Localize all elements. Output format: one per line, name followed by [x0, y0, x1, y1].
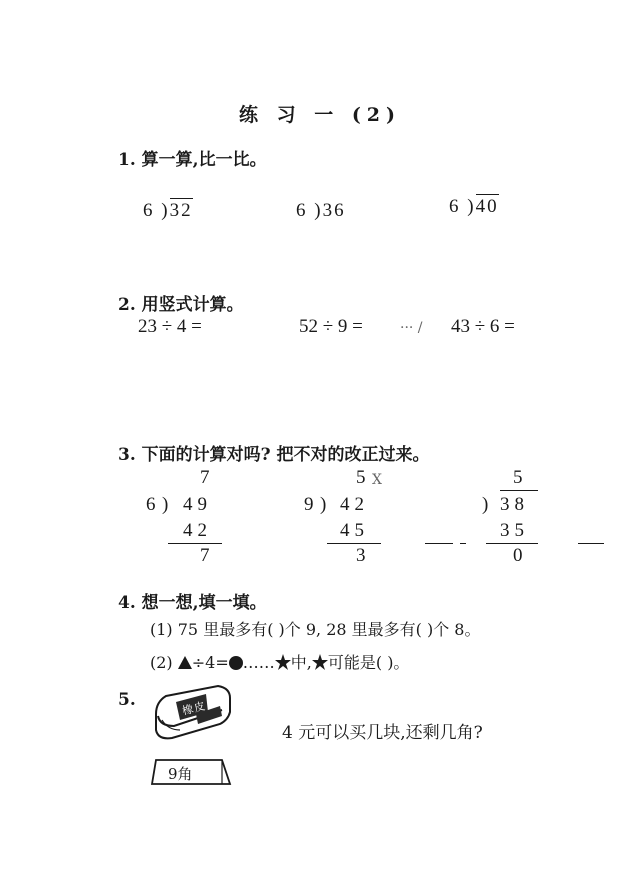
q5-question: 4 元可以买几块,还剩几角?	[282, 723, 483, 743]
triangle-icon	[178, 656, 192, 669]
q3-product-3: 35	[500, 520, 529, 541]
q3-quotient-1: 7	[200, 467, 215, 488]
q3-wrong-mark: X	[372, 472, 382, 488]
question-5-number: 5.	[118, 690, 136, 710]
q3-divisor-1: 6	[146, 494, 161, 515]
q3-quotient-3: 5	[513, 467, 528, 488]
q1-division-2: 6 )36	[296, 200, 346, 221]
q1-divisor-2: 6	[296, 200, 308, 221]
stray-mark	[460, 543, 466, 544]
q3-dividend-1: 49	[183, 494, 212, 515]
q3-product-2: 45	[340, 520, 369, 541]
price-label: 9角	[168, 765, 193, 783]
q1-dividend-3: 40	[475, 196, 499, 217]
q3-quotient-2: 5	[356, 467, 371, 488]
q2-scribble: ··· /	[400, 320, 423, 336]
q3-divisor-2: 9	[304, 494, 319, 515]
q2-equation-1: 23 ÷ 4 =	[138, 316, 202, 337]
q2-equation-2: 52 ÷ 9 =	[299, 316, 363, 337]
q1-divisor-3: 6	[449, 196, 461, 217]
page-title: 练 习 一 (2)	[238, 104, 402, 126]
question-1-heading: 1. 算一算,比一比。	[118, 150, 267, 170]
q3-remainder-3: 0	[513, 545, 528, 566]
q3-dividend-2: 42	[340, 494, 369, 515]
eraser-label: 橡皮	[180, 699, 208, 718]
star-icon	[275, 654, 291, 670]
q3-remainder-2: 3	[356, 545, 371, 566]
q4-line-2: (2) ÷4= …… 中, 可能是( )。	[150, 653, 410, 672]
question-3-heading: 3. 下面的计算对吗? 把不对的改正过来。	[118, 445, 430, 465]
question-2-heading: 2. 用竖式计算。	[118, 295, 244, 315]
q1-division-3: 6 )40	[449, 196, 499, 217]
circle-icon	[229, 656, 243, 670]
q3-product-1: 42	[183, 520, 212, 541]
q4-line-1: (1) 75 里最多有( )个 9, 28 里最多有( )个 8。	[150, 620, 481, 639]
stray-mark	[425, 543, 453, 544]
stray-mark	[578, 543, 604, 544]
q1-divisor-1: 6	[143, 200, 155, 221]
q1-dividend-2: 36	[322, 200, 346, 221]
q1-dividend-1: 32	[169, 200, 193, 221]
question-4-heading: 4. 想一想,填一填。	[118, 593, 267, 613]
star-icon	[312, 654, 328, 670]
q1-division-1: 6 )32	[143, 200, 193, 221]
q3-underline-3	[486, 543, 538, 544]
q3-remainder-1: 7	[200, 545, 215, 566]
q2-equation-3: 43 ÷ 6 =	[451, 316, 515, 337]
q3-underline-2	[327, 543, 381, 544]
q3-underline-1	[168, 543, 222, 544]
q3-dividend-3: 38	[500, 494, 529, 515]
